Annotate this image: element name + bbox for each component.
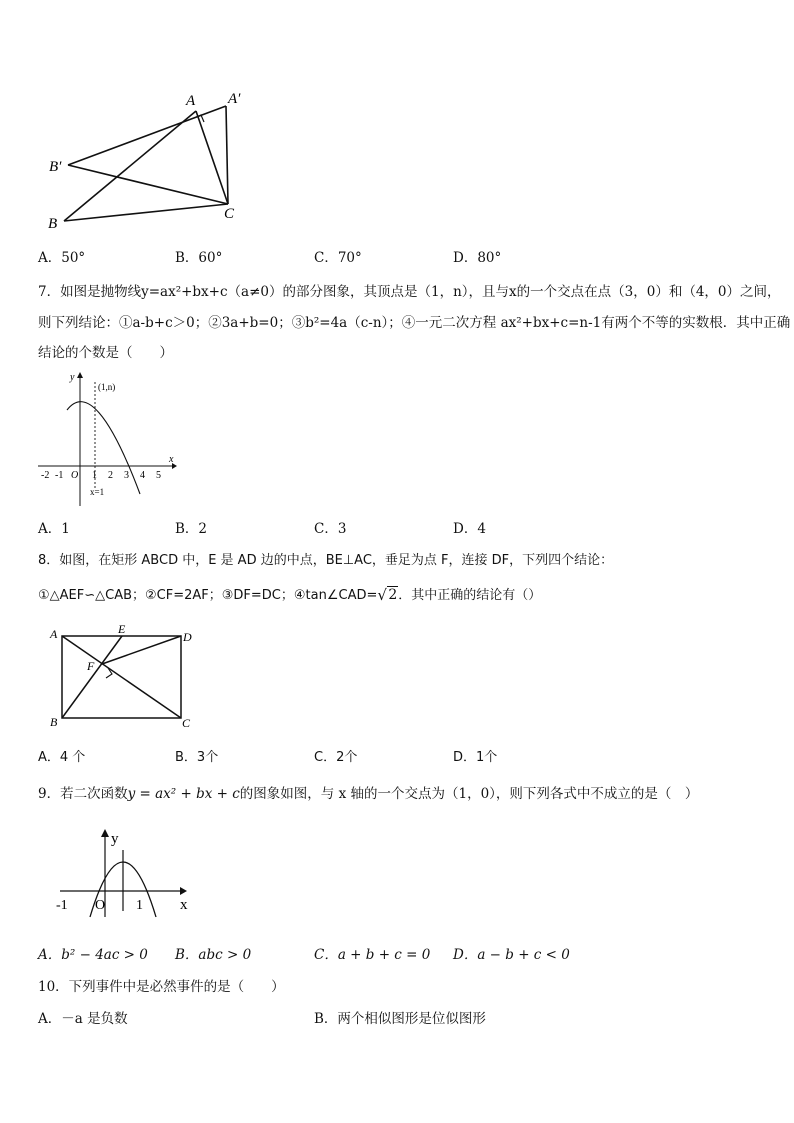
q8-option-c[interactable]: C．2个 — [314, 750, 358, 765]
q9-graph — [50, 825, 200, 920]
q7-tick-1: 1 — [92, 470, 97, 481]
q7-stem-line2: 则下列结论：①a-b+c＞0；②3a+b=0；③b²=4a（c-n）；④一元二次方程 ax²+bx+c=n-1有两个不等的实数根．其中正确 — [38, 315, 791, 331]
q6-figure — [44, 88, 254, 238]
q6-option-c[interactable]: C．70° — [314, 250, 362, 266]
q8-sqrt-arg: 2 — [388, 587, 398, 603]
q7-tick-neg2: -2 — [41, 470, 50, 481]
q8-conclusions: ①△AEF∽△CAB；②CF=2AF；③DF=DC；④tan∠CAD= — [38, 588, 378, 603]
q7-graph — [36, 370, 181, 510]
q7-tick-origin: O — [71, 470, 79, 481]
q8-option-d[interactable]: D．1个 — [453, 750, 498, 765]
q6-label-Bprime: B′ — [49, 159, 62, 175]
q6-seg-BA — [64, 111, 196, 221]
q7-tick-3: 3 — [124, 470, 129, 481]
q7-tick-4: 4 — [140, 470, 145, 481]
q9-option-b[interactable]: B．abc > 0 — [175, 947, 252, 963]
q6-option-d[interactable]: D．80° — [453, 250, 502, 266]
q9-x-arrow — [180, 887, 187, 895]
q7-stem-line3: 结论的个数是（ ） — [38, 345, 173, 361]
q9-one: 1 — [136, 898, 143, 913]
q7-tick-neg1: -1 — [55, 470, 64, 481]
q8-label-E: E — [118, 624, 126, 636]
q8-option-a[interactable]: A．4 个 — [38, 750, 86, 765]
q6-seg-BC — [64, 204, 228, 221]
q8-diag-AC — [62, 636, 181, 718]
q6-seg-ApC — [226, 106, 228, 204]
q9-prefix: 9．若二次函数 — [38, 786, 128, 802]
q9-origin: O — [95, 898, 106, 913]
q9-stem — [38, 785, 698, 803]
q7-y-arrow — [77, 372, 83, 378]
q9-expression: y = ax² + bx + c — [127, 786, 240, 802]
q9-option-c[interactable]: C．a + b + c = 0 — [314, 947, 431, 963]
q9-x-label: x — [180, 897, 188, 913]
q6-label-A: A — [186, 93, 196, 109]
q7-option-b[interactable]: B．2 — [175, 521, 208, 537]
q8-label-A: A — [50, 627, 58, 641]
q8-label-C: C — [182, 716, 191, 730]
q6-label-Aprime: A′ — [228, 91, 241, 107]
q7-vertex-label: (1,n) — [98, 382, 116, 392]
q7-y-label: y — [70, 372, 75, 383]
q8-option-b[interactable]: B．3个 — [175, 750, 219, 765]
q8-sqrt: √ 2 — [377, 586, 398, 604]
q6-seg-AC — [196, 111, 228, 204]
q6-option-a[interactable]: A．50° — [38, 250, 86, 266]
q7-axis-label: x=1 — [90, 487, 105, 497]
q6-label-C: C — [224, 206, 235, 222]
q6-seg-BpAp — [68, 106, 226, 165]
q10-stem: 10．下列事件中是必然事件的是（ ） — [38, 979, 285, 995]
q6-label-B: B — [48, 216, 58, 232]
q8-seg-DF — [102, 636, 181, 664]
q8-label-B: B — [50, 715, 58, 729]
q9-y-label: y — [111, 831, 119, 847]
q9-y-arrow — [101, 829, 109, 837]
q9-suffix: 的图象如图，与 x 轴的一个交点为（1，0），则下列各式中不成立的是（ ） — [239, 786, 699, 802]
q9-neg-one: -1 — [56, 898, 68, 913]
q7-tick-2: 2 — [108, 470, 113, 481]
q8-stem-tail: ．其中正确的结论有（） — [398, 588, 542, 603]
q7-option-a[interactable]: A．1 — [38, 521, 70, 537]
q6-option-b[interactable]: B．60° — [175, 250, 223, 266]
q7-x-label: x — [169, 454, 174, 465]
q10-option-a[interactable]: A．－a 是负数 — [38, 1011, 128, 1027]
q7-option-c[interactable]: C．3 — [314, 521, 347, 537]
q7-option-d[interactable]: D．4 — [453, 521, 486, 537]
q10-option-b[interactable]: B．两个相似图形是位似图形 — [314, 1011, 486, 1027]
q8-stem-line1: 8．如图，在矩形 ABCD 中，E 是 AD 边的中点，BE⊥AC，垂足为点 F，连接 DF，下列四个结论： — [38, 553, 614, 568]
q9-option-d[interactable]: D．a − b + c < 0 — [453, 947, 570, 963]
q8-label-D: D — [183, 630, 192, 644]
q8-seg-BE — [62, 636, 122, 718]
q8-stem-line2 — [38, 586, 541, 605]
q8-figure — [44, 624, 204, 734]
q7-tick-5: 5 — [156, 470, 161, 481]
q7-stem-line1: 7．如图是抛物线y=ax²+bx+c（a≠0）的部分图象，其顶点是（1，n），且与x的一个交点在点（3，0）和（4，0）之间， — [38, 284, 781, 300]
q9-option-a[interactable]: A．b² − 4ac > 0 — [38, 947, 148, 963]
q8-label-F: F — [87, 659, 95, 673]
